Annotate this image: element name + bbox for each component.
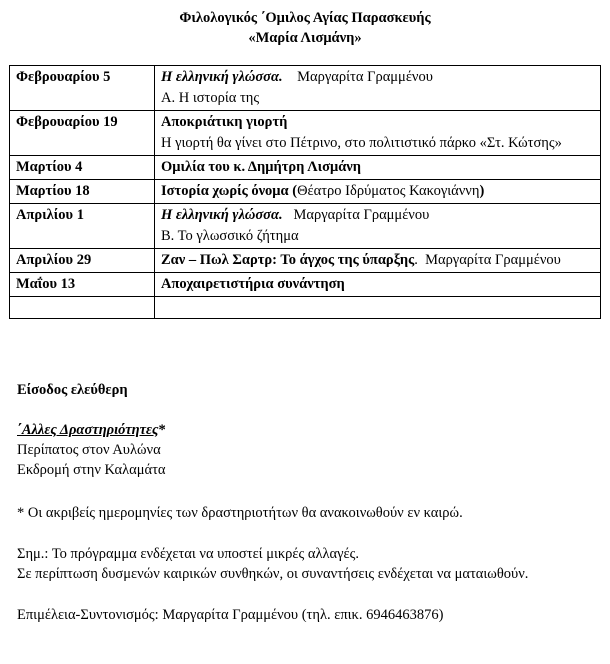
event-speaker: Μαργαρίτα Γραμμένου: [297, 69, 433, 85]
coordination-note: Επιμέλεια-Συντονισμός: Μαργαρίτα Γραμμένου (τηλ. επικ. 6946463876): [17, 607, 444, 623]
other-activities-heading: [17, 420, 602, 440]
event-detail: Η γιορτή θα γίνει στο Πέτρινο, στο πολιτιστικό πάρκο «Στ. Κώτσης»: [161, 135, 562, 151]
club-subtitle: «Μαρία Λισμάνη»: [248, 30, 362, 46]
event-venue: Θέατρο Ιδρύματος Κακογιάννη: [297, 183, 480, 199]
event-title: Ζαν – Πωλ Σαρτρ: Το άγχος της ύπαρξης: [161, 252, 415, 268]
remark-line: Σε περίπτωση δυσμενών καιρικών συνθηκών, οι συναντήσεις ενδέχεται να ματαιωθούν.: [17, 566, 529, 582]
event-title: Η ελληνική γλώσσα.: [161, 207, 283, 223]
footnote: * Οι ακριβείς ημερομηνίες των δραστηριοτήτων θα ανακοινωθούν εν καιρώ.: [17, 505, 463, 521]
event-date: Μαΐου 13: [10, 273, 155, 297]
notes-section: [17, 380, 602, 625]
event-paren-open: (: [288, 183, 298, 199]
event-date: Απριλίου 29: [10, 249, 155, 273]
table-row: [10, 273, 601, 297]
activity-item: Περίπατος στον Αυλώνα: [17, 442, 161, 458]
event-cell: [155, 180, 601, 204]
event-title: Αποχαιρετιστήρια συνάντηση: [161, 276, 345, 292]
empty-row: [10, 297, 601, 319]
table-row: [10, 204, 601, 249]
event-date: Φεβρουαρίου 5: [10, 66, 155, 111]
event-speaker: Μαργαρίτα Γραμμένου: [425, 252, 561, 268]
event-cell: [155, 66, 601, 111]
event-date: Φεβρουαρίου 19: [10, 111, 155, 156]
activity-item: Εκδρομή στην Καλαμάτα: [17, 462, 166, 478]
empty-cell: [155, 297, 601, 319]
club-name: Φιλολογικός ΄Ομιλος Αγίας Παρασκευής: [179, 10, 431, 26]
event-title: Ιστορία χωρίς όνομα: [161, 183, 289, 199]
empty-cell: [10, 297, 155, 319]
event-cell: [155, 156, 601, 180]
document-header: [0, 0, 610, 48]
entrance-note: Είσοδος ελεύθερη: [17, 382, 128, 398]
event-cell: [155, 273, 601, 297]
remark-line: Σημ.: Το πρόγραμμα ενδέχεται να υποστεί μικρές αλλαγές.: [17, 546, 359, 562]
table-row: [10, 111, 601, 156]
event-cell: [155, 111, 601, 156]
event-cell: [155, 249, 601, 273]
event-date: Απριλίου 1: [10, 204, 155, 249]
other-activities-star: *: [158, 422, 166, 438]
event-detail: Α. Η ιστορία της: [161, 90, 260, 106]
event-title-end: .: [414, 252, 418, 268]
table-row: [10, 180, 601, 204]
event-title: Αποκριάτικη γιορτή: [161, 114, 288, 130]
event-cell: [155, 204, 601, 249]
event-date: Μαρτίου 18: [10, 180, 155, 204]
event-speaker: Μαργαρίτα Γραμμένου: [293, 207, 430, 223]
other-activities-title: ΄Αλλες Δραστηριότητες: [17, 422, 159, 438]
table-row: [10, 156, 601, 180]
table-row: [10, 249, 601, 273]
table-row: [10, 66, 601, 111]
event-title: Η ελληνική γλώσσα.: [161, 69, 283, 85]
event-paren-close: ): [479, 183, 485, 199]
event-date: Μαρτίου 4: [10, 156, 155, 180]
event-title: Ομιλία του κ. Δημήτρη Λισμάνη: [161, 159, 361, 175]
schedule-table: [9, 65, 601, 319]
event-detail: Β. Το γλωσσικό ζήτημα: [161, 228, 299, 244]
